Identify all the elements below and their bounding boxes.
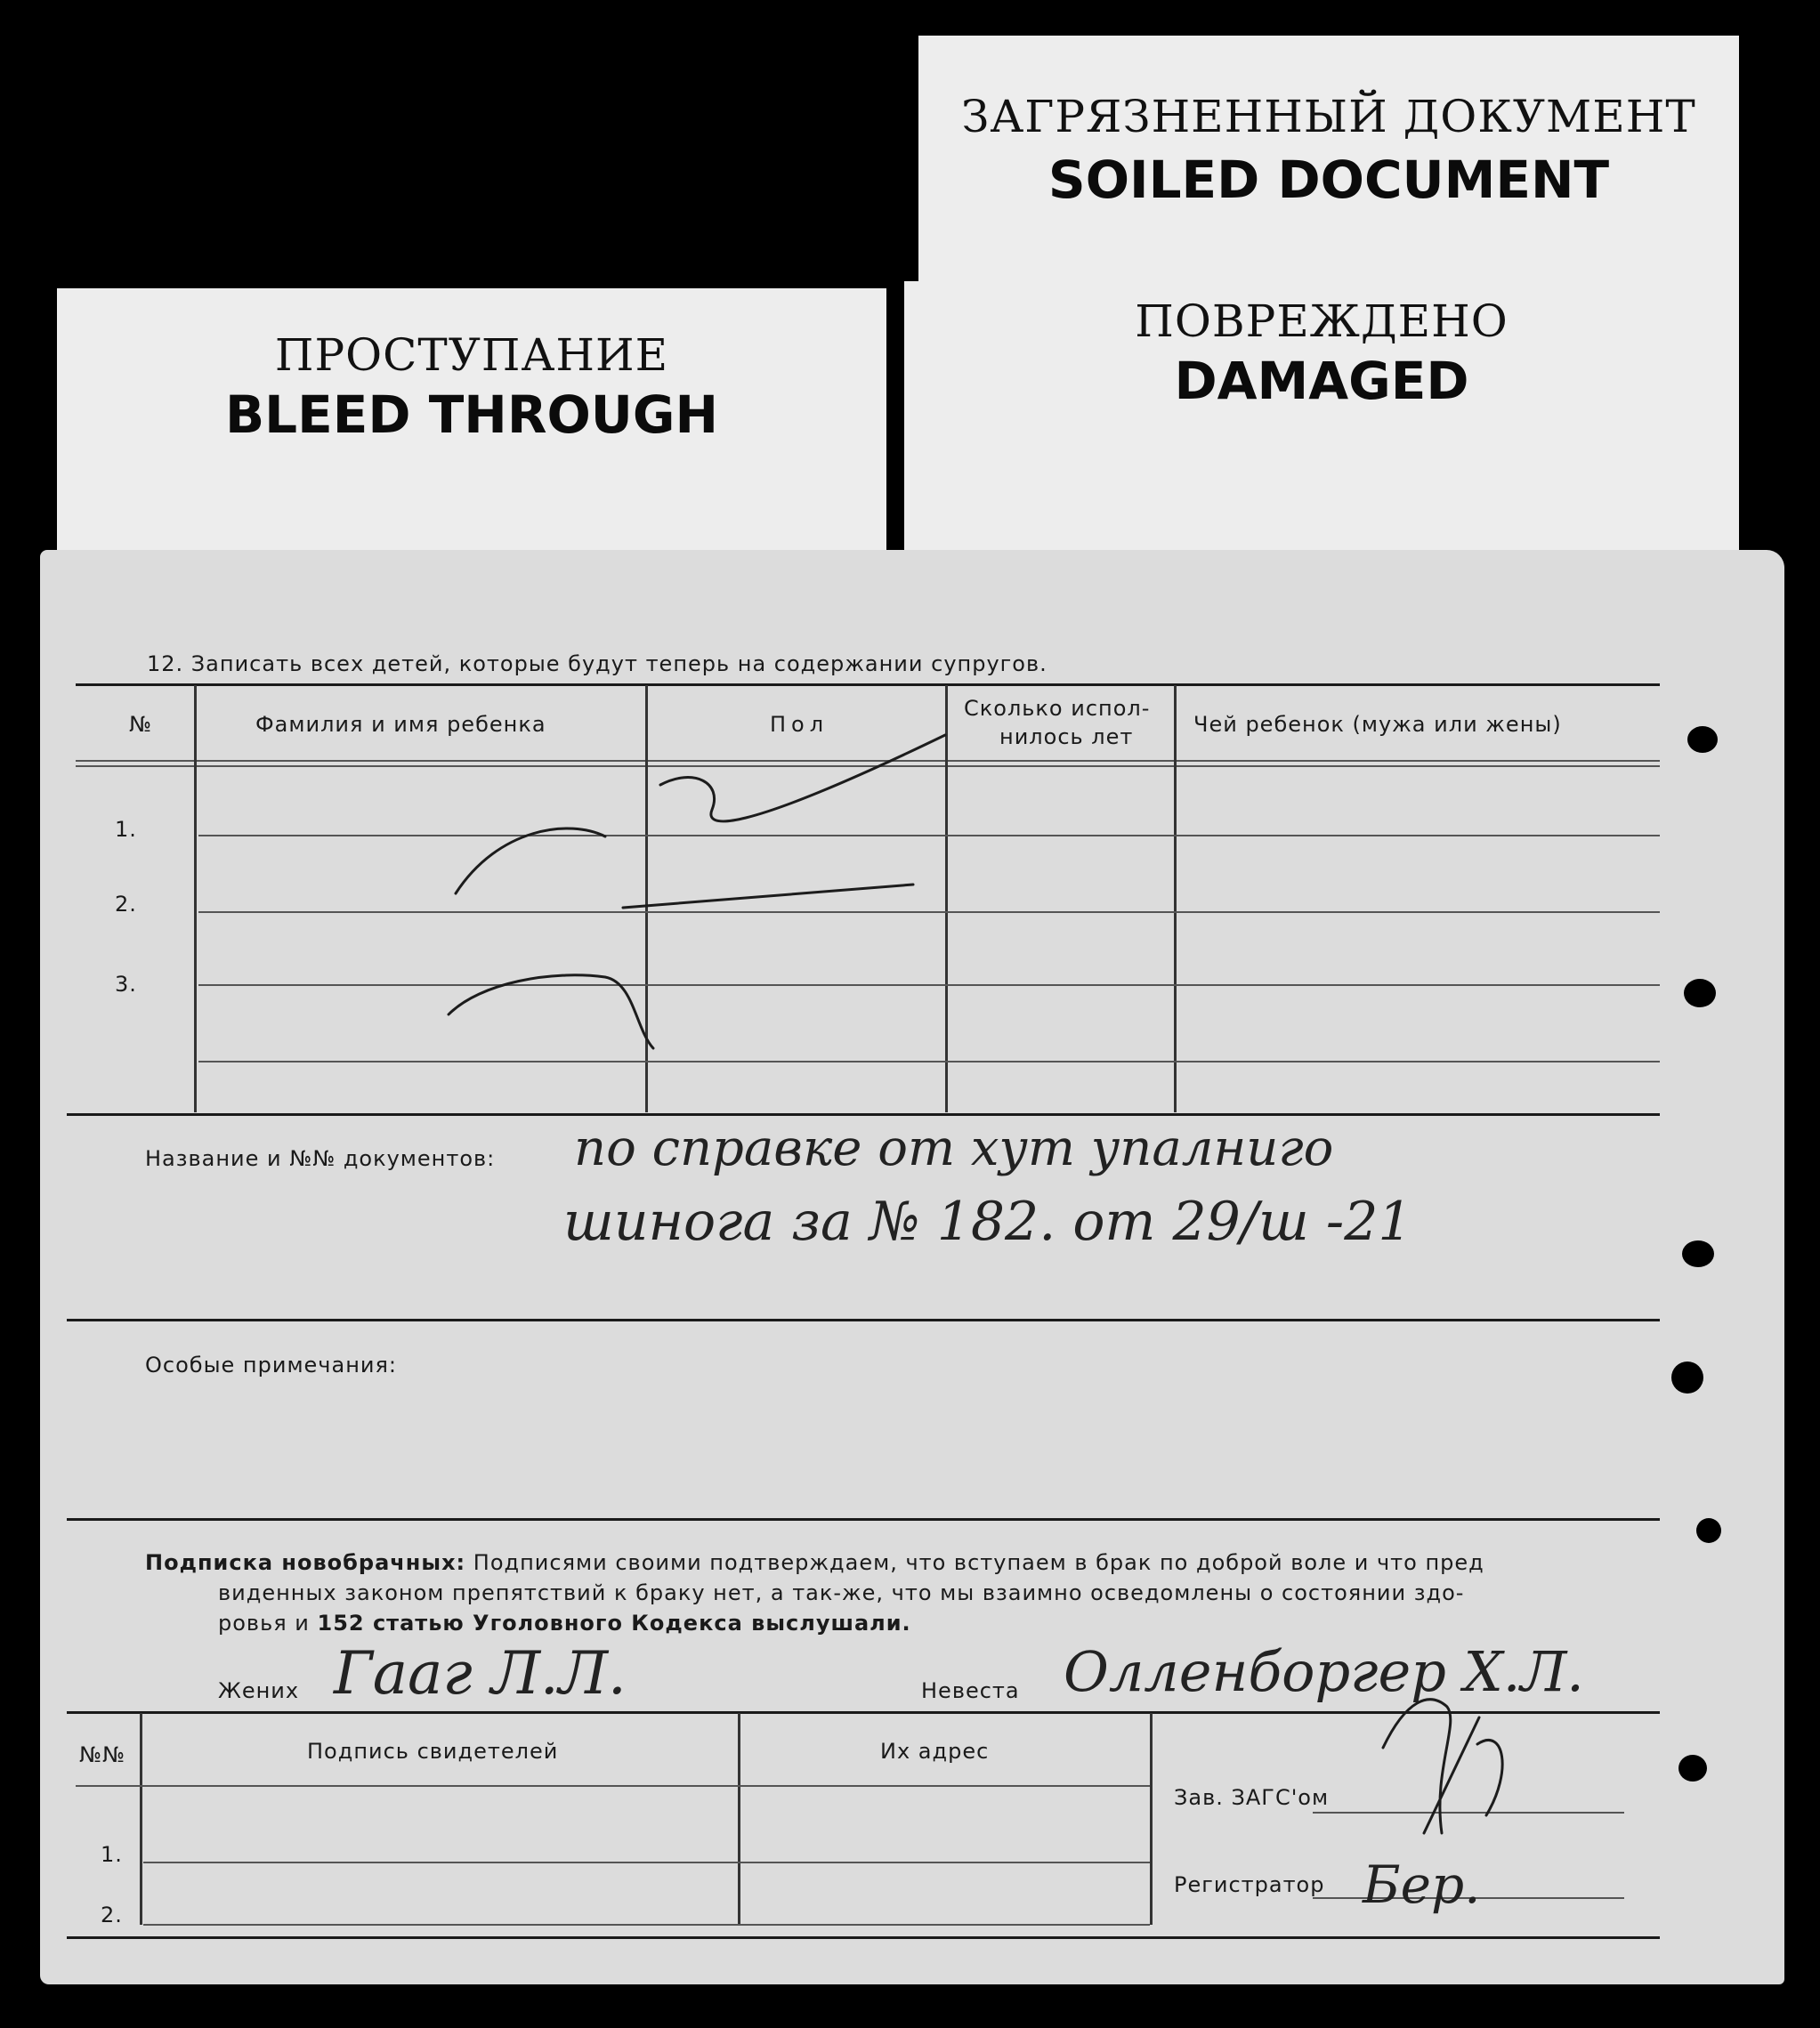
witness-col-address: Их адрес bbox=[880, 1739, 990, 1764]
soiled-label-ru: ЗАГРЯЗНЕННЫЙ ДОКУМЕНТ bbox=[961, 91, 1696, 142]
registry-head-label: Зав. ЗАГС'ом bbox=[1174, 1785, 1330, 1810]
child-row-number: 1. bbox=[115, 817, 137, 842]
bride-signature: Олленборгер Х.Л. bbox=[1064, 1639, 1584, 1704]
dash-stroke-row2b bbox=[623, 885, 913, 908]
witness-col-number: №№ bbox=[79, 1742, 125, 1767]
witness-col-signature: Подпись свидетелей bbox=[307, 1739, 559, 1764]
dash-stroke-row2 bbox=[456, 828, 605, 893]
documents-handwriting-line2: шинога за № 182. от 29/ш -21 bbox=[563, 1191, 1412, 1253]
oath-line-3-bold: 152 статью Уголовного Кодекса выслушали. bbox=[317, 1611, 911, 1636]
punch-hole bbox=[1687, 726, 1718, 753]
bleed-label-ru: ПРОСТУПАНИЕ bbox=[274, 329, 669, 381]
registrar-label: Регистратор bbox=[1174, 1872, 1325, 1897]
damaged-label-ru: ПОВРЕЖДЕНО bbox=[1135, 295, 1509, 347]
dash-stroke-row3 bbox=[449, 975, 653, 1048]
groom-label: Жених bbox=[218, 1678, 300, 1703]
col-age-line1: Сколько испол- bbox=[964, 696, 1151, 721]
oath-lead: Подписка новобрачных: bbox=[145, 1550, 466, 1575]
documents-label: Название и №№ документов: bbox=[145, 1146, 496, 1171]
witness-row-number: 2. bbox=[101, 1903, 123, 1927]
groom-signature: Гааг Л.Л. bbox=[334, 1639, 627, 1708]
witness-row-number: 1. bbox=[101, 1842, 123, 1867]
bleed-label-en: BLEED THROUGH bbox=[224, 384, 719, 445]
oath-line-3-text: ровья и bbox=[218, 1611, 318, 1636]
punch-hole bbox=[1684, 979, 1716, 1007]
punch-hole bbox=[1696, 1518, 1721, 1543]
col-age-line2: нилось лет bbox=[999, 724, 1134, 749]
oath-line-1-text: Подписями своими подтверждаем, что вступаем в брак по доброй воле и что пред bbox=[465, 1550, 1484, 1575]
soiled-label-en: SOILED DOCUMENT bbox=[1048, 149, 1610, 210]
head-signature-stroke bbox=[1383, 1700, 1502, 1833]
oath-line-2: виденных законом препятствий к браку нет, а так-же, что мы взаимно осведомлены о состоянии здо- bbox=[218, 1580, 1465, 1605]
dash-stroke-row1 bbox=[660, 735, 945, 821]
documents-handwriting-line1: по справке от хут упалниго bbox=[574, 1119, 1334, 1177]
children-heading: 12. Записать всех детей, которые будут теперь на содержании супругов. bbox=[147, 651, 1048, 676]
col-sex: Пол bbox=[770, 712, 829, 737]
bride-label: Невеста bbox=[921, 1678, 1020, 1703]
child-row-number: 2. bbox=[115, 892, 137, 917]
col-number: № bbox=[129, 712, 152, 737]
punch-hole bbox=[1682, 1240, 1714, 1267]
damaged-label-en: DAMAGED bbox=[1174, 351, 1469, 411]
remarks-label: Особые примечания: bbox=[145, 1353, 398, 1378]
col-whose-child: Чей ребенок (мужа или жены) bbox=[1193, 712, 1562, 737]
child-row-number: 3. bbox=[115, 972, 137, 997]
col-child-name: Фамилия и имя ребенка bbox=[255, 712, 546, 737]
registrar-signature: Бер. bbox=[1363, 1854, 1481, 1915]
punch-hole bbox=[1671, 1361, 1703, 1394]
punch-hole bbox=[1678, 1755, 1707, 1782]
